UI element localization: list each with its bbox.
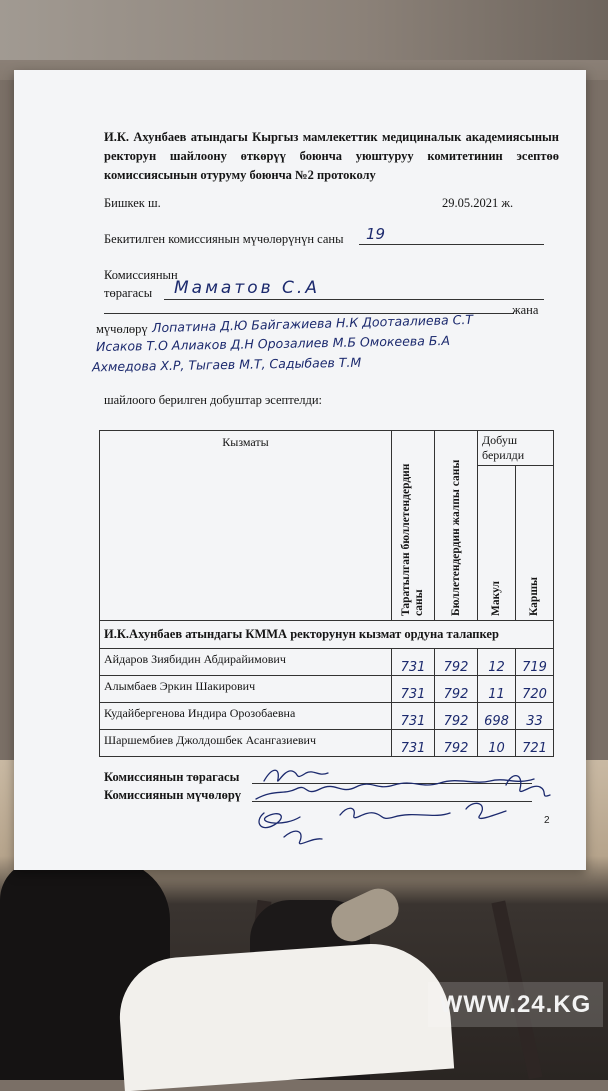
group-title: И.К.Ахунбаев атындагы КММА ректорунун кызмат ордуна талапкер	[100, 621, 554, 649]
table-row	[100, 730, 554, 757]
issued-cell: 731	[392, 703, 435, 730]
candidate-name: Айдаров Зиябидин Абдирайимович	[100, 649, 392, 676]
site-watermark: WWW.24.KG	[428, 982, 603, 1027]
total-cell: 792	[435, 676, 478, 703]
background-shelf	[0, 0, 608, 60]
document-date: 29.05.2021 ж.	[442, 196, 514, 210]
protocol-document	[14, 70, 586, 870]
members-handwritten-line3: Ахмедова Х.Р, Тыгаев М.Т, Садыбаев Т.М	[91, 354, 362, 375]
for-cell: 698	[478, 703, 516, 730]
against-cell: 33	[516, 703, 554, 730]
underline	[164, 299, 544, 300]
for-cell: 12	[478, 649, 516, 676]
table-row	[100, 649, 554, 676]
issued-cell: 731	[392, 730, 435, 757]
header-votes-group: Добуш берилди	[478, 431, 554, 466]
city-label: Бишкек ш.	[104, 196, 161, 210]
footer-members-label: Комиссиянын мүчөлөрү	[104, 788, 242, 802]
document-title: И.К. Ахунбаев атындагы Кыргыз мамлекеттик медициналык академиясынын ректорун шайлоону өткөрүү боюнча уюштуруу комитетинин эсептөө комиссиясынын отуруму боюнча №2 протоколу	[104, 130, 559, 182]
white-cloth	[116, 939, 454, 1091]
chair-name-handwritten: Маматов С.А	[174, 278, 320, 298]
table-row	[100, 676, 554, 703]
page-number: 2	[544, 815, 550, 826]
issued-cell: 731	[392, 676, 435, 703]
table-row	[100, 703, 554, 730]
header-for: Макул	[478, 466, 516, 621]
underline	[359, 244, 544, 245]
and-label: жана	[512, 303, 539, 317]
total-cell: 792	[435, 649, 478, 676]
members-label: мүчөлөрү	[96, 322, 148, 336]
header-total: Бюллетендердин жалпы саны	[435, 431, 478, 621]
footer-chair-label: Комиссиянын төрагасы	[104, 770, 240, 784]
chair-label: Комиссиянын	[104, 268, 178, 282]
against-cell: 721	[516, 730, 554, 757]
votes-table	[99, 430, 554, 757]
candidate-name: Алымбаев Эркин Шакирович	[100, 676, 392, 703]
against-cell: 719	[516, 649, 554, 676]
for-cell: 11	[478, 676, 516, 703]
total-cell: 792	[435, 730, 478, 757]
header-positions: Кызматы	[100, 431, 392, 621]
candidate-name: Кудайбергенова Индира Орозобаевна	[100, 703, 392, 730]
members-count-value: 19	[366, 225, 386, 243]
counted-label: шайлоого берилген добуштар эсептелди:	[104, 393, 323, 407]
signatures	[244, 755, 564, 850]
for-cell: 10	[478, 730, 516, 757]
against-cell: 720	[516, 676, 554, 703]
issued-cell: 731	[392, 649, 435, 676]
header-against: Каршы	[516, 466, 554, 621]
members-handwritten-line1: Лопатина Д.Ю Байгажиева Н.К Доотаалиева С.Т	[151, 311, 474, 336]
total-cell: 792	[435, 703, 478, 730]
header-issued: Таратылган бюллетендердин саны	[392, 431, 435, 621]
members-handwritten-line2: Исаков Т.О Алиаков Д.Н Орозалиев М.Б Омокеева Б.А	[95, 332, 451, 355]
chair-label-2: төрагасы	[104, 286, 153, 300]
members-count-label: Бекитилген комиссиянын мүчөлөрүнүн саны	[104, 232, 344, 246]
candidate-name: Шаршембиев Джолдошбек Асангазиевич	[100, 730, 392, 757]
